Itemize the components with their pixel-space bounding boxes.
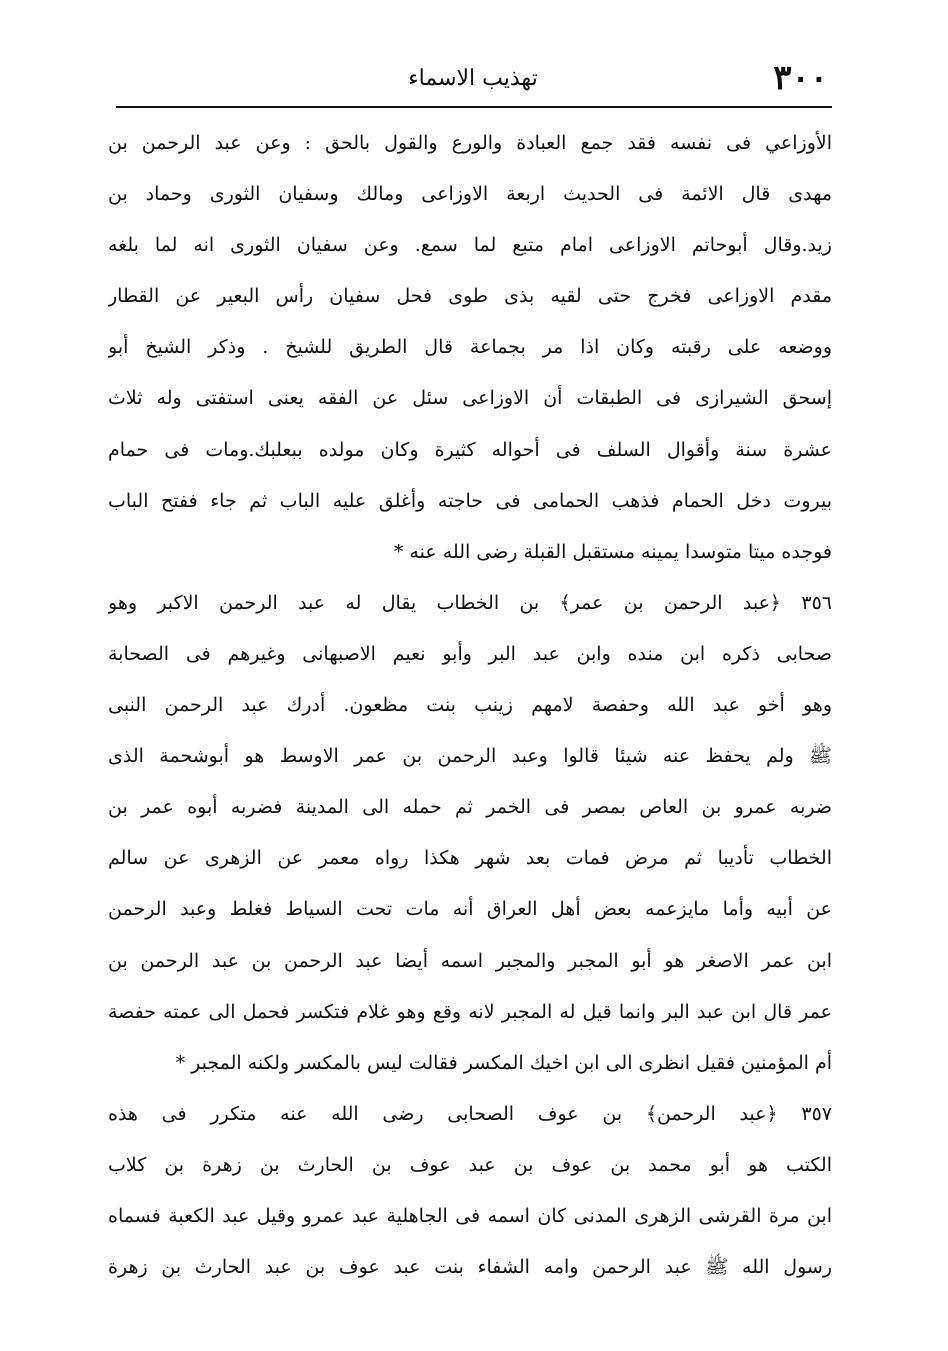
body-text (108, 118, 832, 1293)
text-line: عمر قال ابن عبد البر وانما قيل له المجبر لانه وقع وهو غلام فتكسر فحمل الى عمته حفصة (108, 1000, 832, 1023)
text-line: وهو أخو عبد الله وحفصة لامهم زينب بنت مظعون. أدرك عبد الرحمن النبى (108, 694, 832, 717)
text-line: عشرة سنة وأقوال السلف فى أحواله كثيرة وكان مولده ببعلبك.ومات فى حمام (108, 438, 832, 461)
entry-357-heading: ٣٥٧ ﴿عبد الرحمن﴾ بن عوف الصحابى رضى الله عنه متكرر فى هذه (108, 1102, 832, 1125)
text-line: ضربه عمرو بن العاص بمصر فى الخمر ثم حمله الى المدينة فضربه أبوه عمر بن (108, 796, 832, 819)
text-line: ﷺ ولم يحفظ عنه شيئا قالوا وعبد الرحمن بن عمر الاوسط هو أبوشحمة الذى (108, 745, 832, 768)
entry-356-heading: ٣٥٦ ﴿عبد الرحمن بن عمر﴾ بن الخطاب يقال له عبد الرحمن الاكبر وهو (108, 591, 832, 614)
text-line: بيروت دخل الحمام فذهب الحمامى فى حاجته وأغلق عليه الباب ثم جاء ففتح الباب (108, 489, 832, 512)
text-line: ابن مرة القرشى الزهرى المدنى كان اسمه فى الجاهلية عبد عمرو وقيل عبد الكعبة فسماه (108, 1204, 832, 1227)
text-line: الخطاب تأديبا ثم مرض فمات بعد شهر هكذا رواه معمر عن الزهرى عن سالم (108, 847, 832, 870)
running-title: تهذيب الاسماء (408, 66, 538, 91)
text-line: أم المؤمنين فقيل انظرى الى ابن اخيك المكسر فقالت ليس بالمكسر ولكنه المجبر * (175, 1051, 832, 1074)
text-line: مقدم الاوزاعى فخرج حتى لقيه بذى طوى فحل سفيان رأس البعير عن القطار (108, 285, 832, 308)
text-line: عن أبيه وأما مايزعمه بعض أهل العراق أنه مات تحت السياط فغلط وعبد الرحمن (108, 898, 832, 921)
text-line: رسول الله ﷺ عبد الرحمن وامه الشفاء بنت عبد عوف بن عبد الحارث بن زهرة (108, 1256, 832, 1279)
page-number: ٣٠٠ (773, 58, 828, 98)
text-line: ابن عمر الاصغر هو أبو المجبر والمجبر اسمه أيضا عبد الرحمن بن عبد الرحمن بن (108, 949, 832, 972)
header-rule (116, 106, 832, 108)
text-line: فوجده ميتا متوسدا يمينه مستقبل القبلة رضى الله عنه * (393, 540, 832, 563)
text-line: صحابى ذكره ابن منده وابن عبد البر وأبو نعيم الاصبهانى وغيرهم فى الصحابة (108, 642, 832, 665)
text-line: زيد.وقال أبوحاتم الاوزاعى امام متبع لما سمع. وعن سفيان الثورى انه لما بلغه (108, 234, 832, 257)
page-header (118, 58, 828, 98)
text-line: ووضعه على رقبته وكان اذا مر بجماعة قال الطريق للشيخ . وذكر الشيخ أبو (108, 336, 832, 359)
text-line: الكتب هو أبو محمد بن عوف بن عبد عوف بن الحارث بن زهرة بن كلاب (108, 1153, 832, 1176)
text-line: إسحق الشيرازى فى الطبقات أن الاوزاعى سئل عن الفقه يعنى استفتى وله ثلاث (108, 387, 832, 410)
text-line: الأوزاعي فى نفسه فقد جمع العبادة والورع والقول بالحق : وعن عبد الرحمن بن (108, 132, 832, 154)
text-line: مهدى قال الائمة فى الحديث اربعة الاوزاعى ومالك وسفيان الثورى وحماد بن (108, 183, 832, 206)
